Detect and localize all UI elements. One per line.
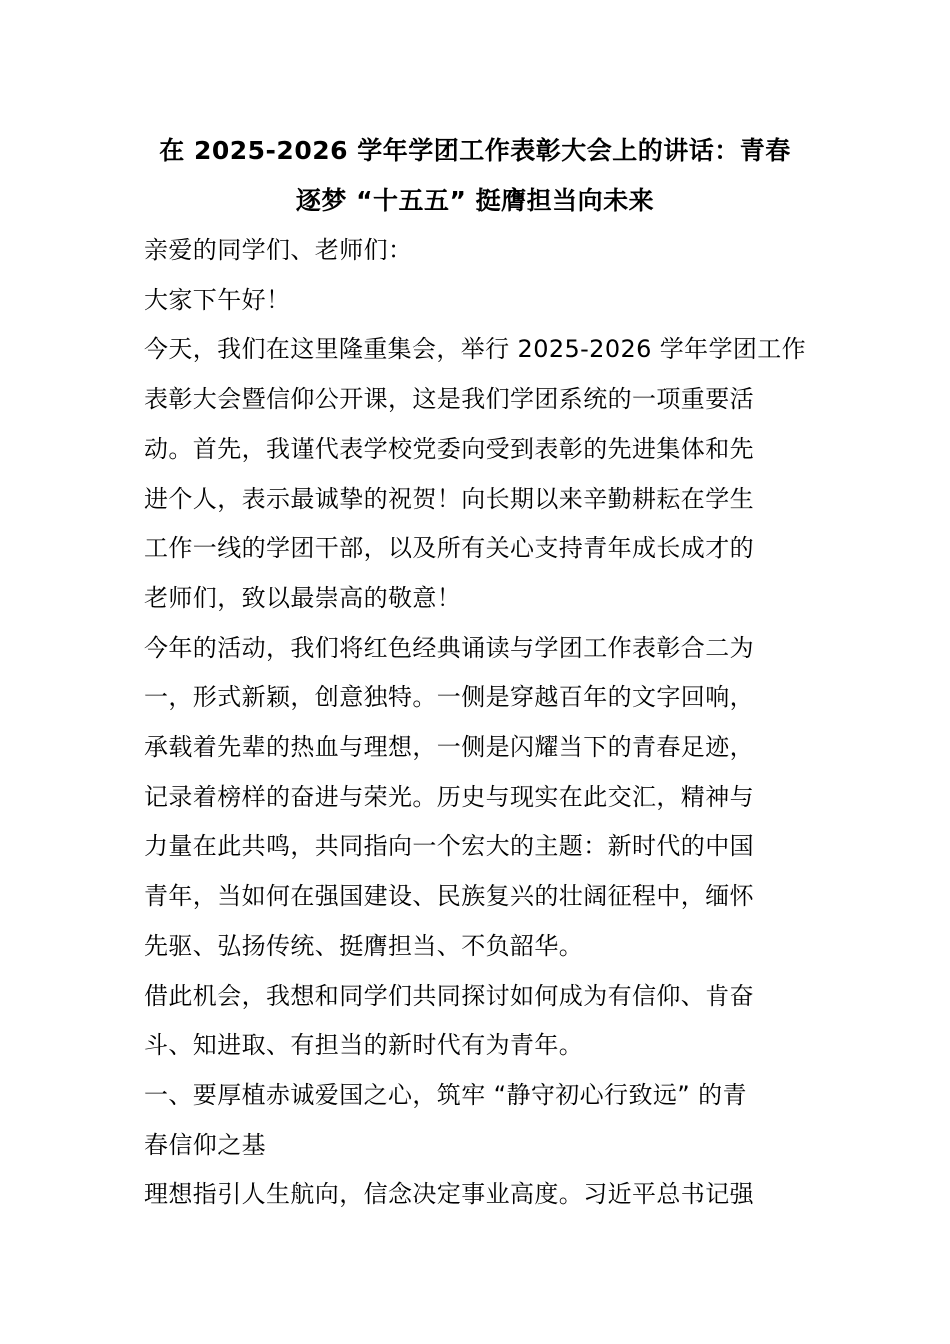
text-line: 记录着榜样的奋进与荣光。历史与现实在此交汇，精神与 (144, 782, 754, 811)
title-line: 逐梦 “十五五” 挺膺担当向未来 (295, 186, 655, 215)
text-line: 今天，我们在这里隆重集会，举行 2025-2026 学年学团工作 (144, 335, 807, 364)
text-line: 借此机会，我想和同学们共同探讨如何成为有信仰、肯奋 (144, 981, 754, 1010)
text-line: 表彰大会暨信仰公开课，这是我们学团系统的一项重要活 (144, 385, 754, 414)
text-line: 进个人，表示最诚挚的祝贺！向长期以来辛勤耕耘在学生 (144, 484, 754, 513)
text-line: 工作一线的学团干部，以及所有关心支持青年成长成才的 (144, 534, 754, 563)
text-line: 青年，当如何在强国建设、民族复兴的壮阔征程中，缅怀 (144, 882, 754, 911)
salutation (144, 226, 806, 276)
text-line: 动。首先，我谨代表学校党委向受到表彰的先进集体和先 (144, 434, 754, 463)
paragraph-intro (144, 325, 806, 623)
text-line: 理想指引人生航向，信念决定事业高度。习近平总书记强 (144, 1180, 754, 1209)
document-title (144, 126, 806, 226)
paragraph-ideals (144, 1170, 806, 1220)
text-line: 老师们，致以最崇高的敬意！ (144, 583, 462, 612)
text-line: 先驱、弘扬传统、挺膺担当、不负韶华。 (144, 931, 584, 960)
text-line: 力量在此共鸣，共同指向一个宏大的主题：新时代的中国 (144, 832, 754, 861)
text-line: 承载着先辈的热血与理想，一侧是闪耀当下的青春足迹， (144, 733, 754, 762)
text-line: 大家下午好！ (144, 285, 291, 314)
text-line: 一，形式新颖，创意独特。一侧是穿越百年的文字回响， (144, 683, 754, 712)
text-line: 今年的活动，我们将红色经典诵读与学团工作表彰合二为 (144, 633, 754, 662)
section-heading-1 (144, 1071, 806, 1170)
title-line: 在 2025-2026 学年学团工作表彰大会上的讲话：青春 (159, 136, 791, 165)
text-line: 亲爱的同学们、老师们： (144, 236, 413, 264)
text-line: 斗、知进取、有担当的新时代有为青年。 (144, 1031, 584, 1060)
paragraph-activity (144, 624, 806, 972)
paragraph-opportunity (144, 972, 806, 1071)
text-line: 春信仰之基 (144, 1130, 266, 1159)
greeting (144, 276, 806, 326)
document-body (144, 126, 806, 1220)
text-line: 一、要厚植赤诚爱国之心，筑牢 “静守初心行致远” 的青 (144, 1080, 747, 1109)
